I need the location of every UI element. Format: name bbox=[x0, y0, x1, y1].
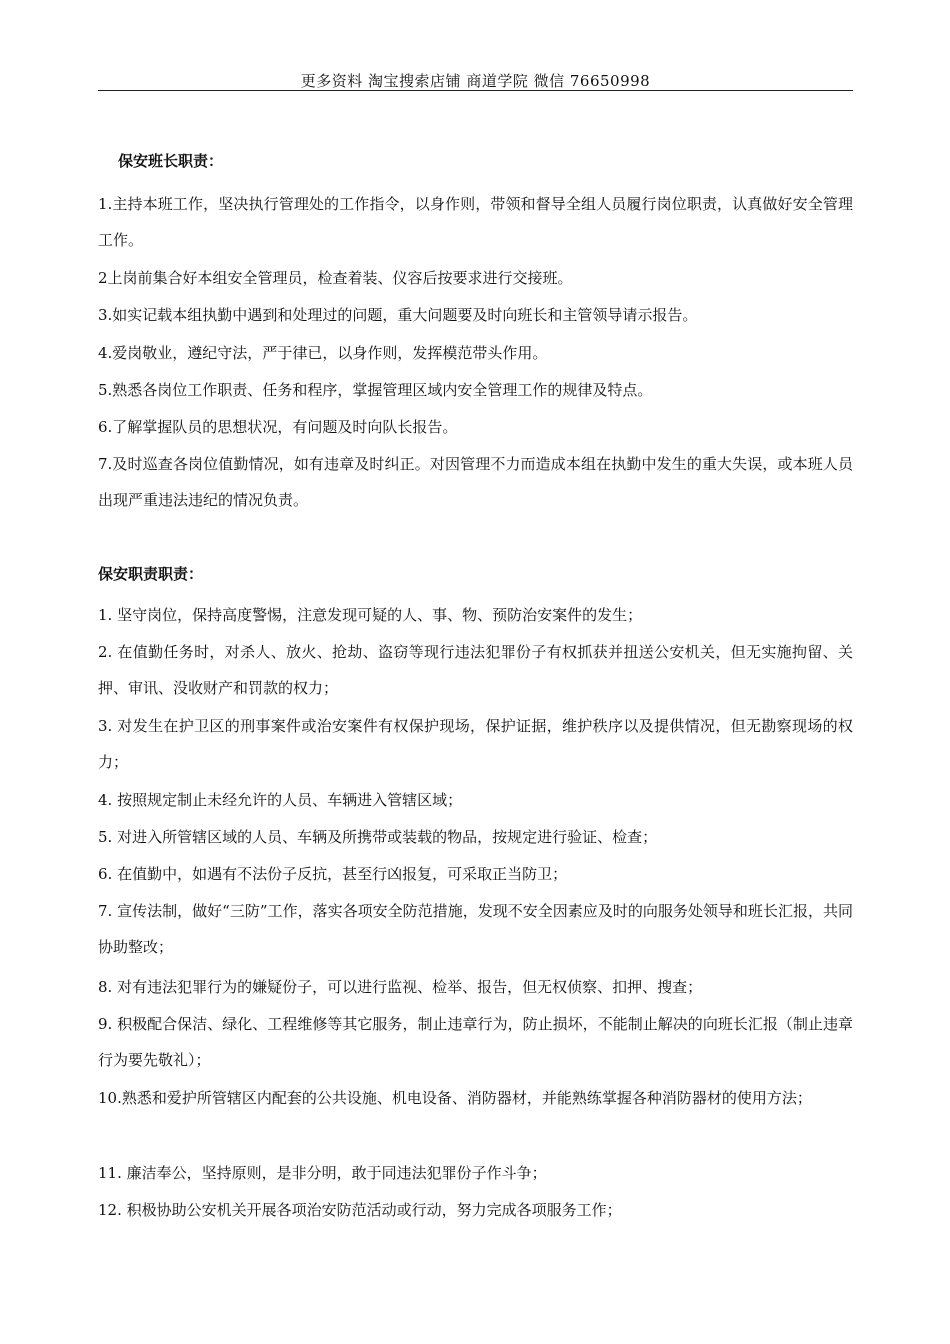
list-item: 1.主持本班工作，坚决执行管理处的工作指令，以身作则，带领和督导全组人员履行岗位职责，认真做好安全管理工作。 bbox=[98, 195, 853, 249]
list-item: 11. 廉洁奉公，坚持原则，是非分明，敢于同违法犯罪份子作斗争； bbox=[98, 1164, 547, 1182]
list-item: 7.及时巡查各岗位值勤情况，如有违章及时纠正。对因管理不力而造成本组在执勤中发生的重大失误，或本班人员出现严重违法违纪的情况负责。 bbox=[98, 455, 853, 509]
list-item: 2. 在值勤任务时，对杀人、放火、抢劫、盗窃等现行违法犯罪份子有权抓获并扭送公安机关，但无实施拘留、关押、审讯、没收财产和罚款的权力； bbox=[98, 643, 853, 697]
list-item: 12. 积极协助公安机关开展各项治安防范活动或行动，努力完成各项服务工作； bbox=[98, 1201, 622, 1219]
section-title-squad-leader: 保安班长职责： bbox=[118, 152, 224, 170]
list-item: 2上岗前集合好本组安全管理员，检查着装、仪容后按要求进行交接班。 bbox=[98, 269, 573, 287]
list-item: 5. 对进入所管辖区域的人员、车辆及所携带或装载的物品，按规定进行验证、检查； bbox=[98, 828, 658, 846]
list-item: 5.熟悉各岗位工作职责、任务和程序，掌握管理区域内安全管理工作的规律及特点。 bbox=[98, 381, 653, 399]
list-item: 10.熟悉和爱护所管辖区内配套的公共设施、机电设备、消防器材，并能熟练掌握各种消防器材的使用方法； bbox=[98, 1089, 812, 1107]
list-item: 6. 在值勤中，如遇有不法份子反抗，甚至行凶报复，可采取正当防卫； bbox=[98, 865, 568, 883]
list-item: 1. 坚守岗位，保持高度警惕，注意发现可疑的人、事、物、预防治安案件的发生； bbox=[98, 606, 643, 624]
list-item: 8. 对有违法犯罪行为的嫌疑份子，可以进行监视、检举、报告，但无权侦察、扣押、搜查； bbox=[98, 978, 703, 996]
list-item: 4.爱岗敬业，遵纪守法，严于律已，以身作则，发挥模范带头作用。 bbox=[98, 344, 548, 362]
page-header: 更多资料 淘宝搜索店铺 商道学院 微信 76650998 bbox=[300, 72, 651, 90]
list-item: 3. 对发生在护卫区的刑事案件或治安案件有权保护现场，保护证据，维护秩序以及提供情况，但无勘察现场的权力； bbox=[98, 717, 853, 771]
list-item: 6.了解掌握队员的思想状况，有问题及时向队长报告。 bbox=[98, 418, 458, 436]
list-item: 3.如实记载本组执勤中遇到和处理过的问题，重大问题要及时向班长和主管领导请示报告。 bbox=[98, 306, 698, 324]
list-item: 9. 积极配合保洁、绿化、工程维修等其它服务，制止违章行为，防止损坏，不能制止解决的向班长汇报（制止违章行为要先敬礼）； bbox=[98, 1015, 853, 1069]
header-divider bbox=[98, 90, 853, 91]
list-item: 7. 宣传法制，做好“三防”工作，落实各项安全防范措施，发现不安全因素应及时的向服务处领导和班长汇报，共同协助整改； bbox=[98, 902, 853, 956]
list-item: 4. 按照规定制止未经允许的人员、车辆进入管辖区域； bbox=[98, 791, 463, 809]
section-title-guard-duties: 保安职责职责： bbox=[98, 565, 204, 583]
